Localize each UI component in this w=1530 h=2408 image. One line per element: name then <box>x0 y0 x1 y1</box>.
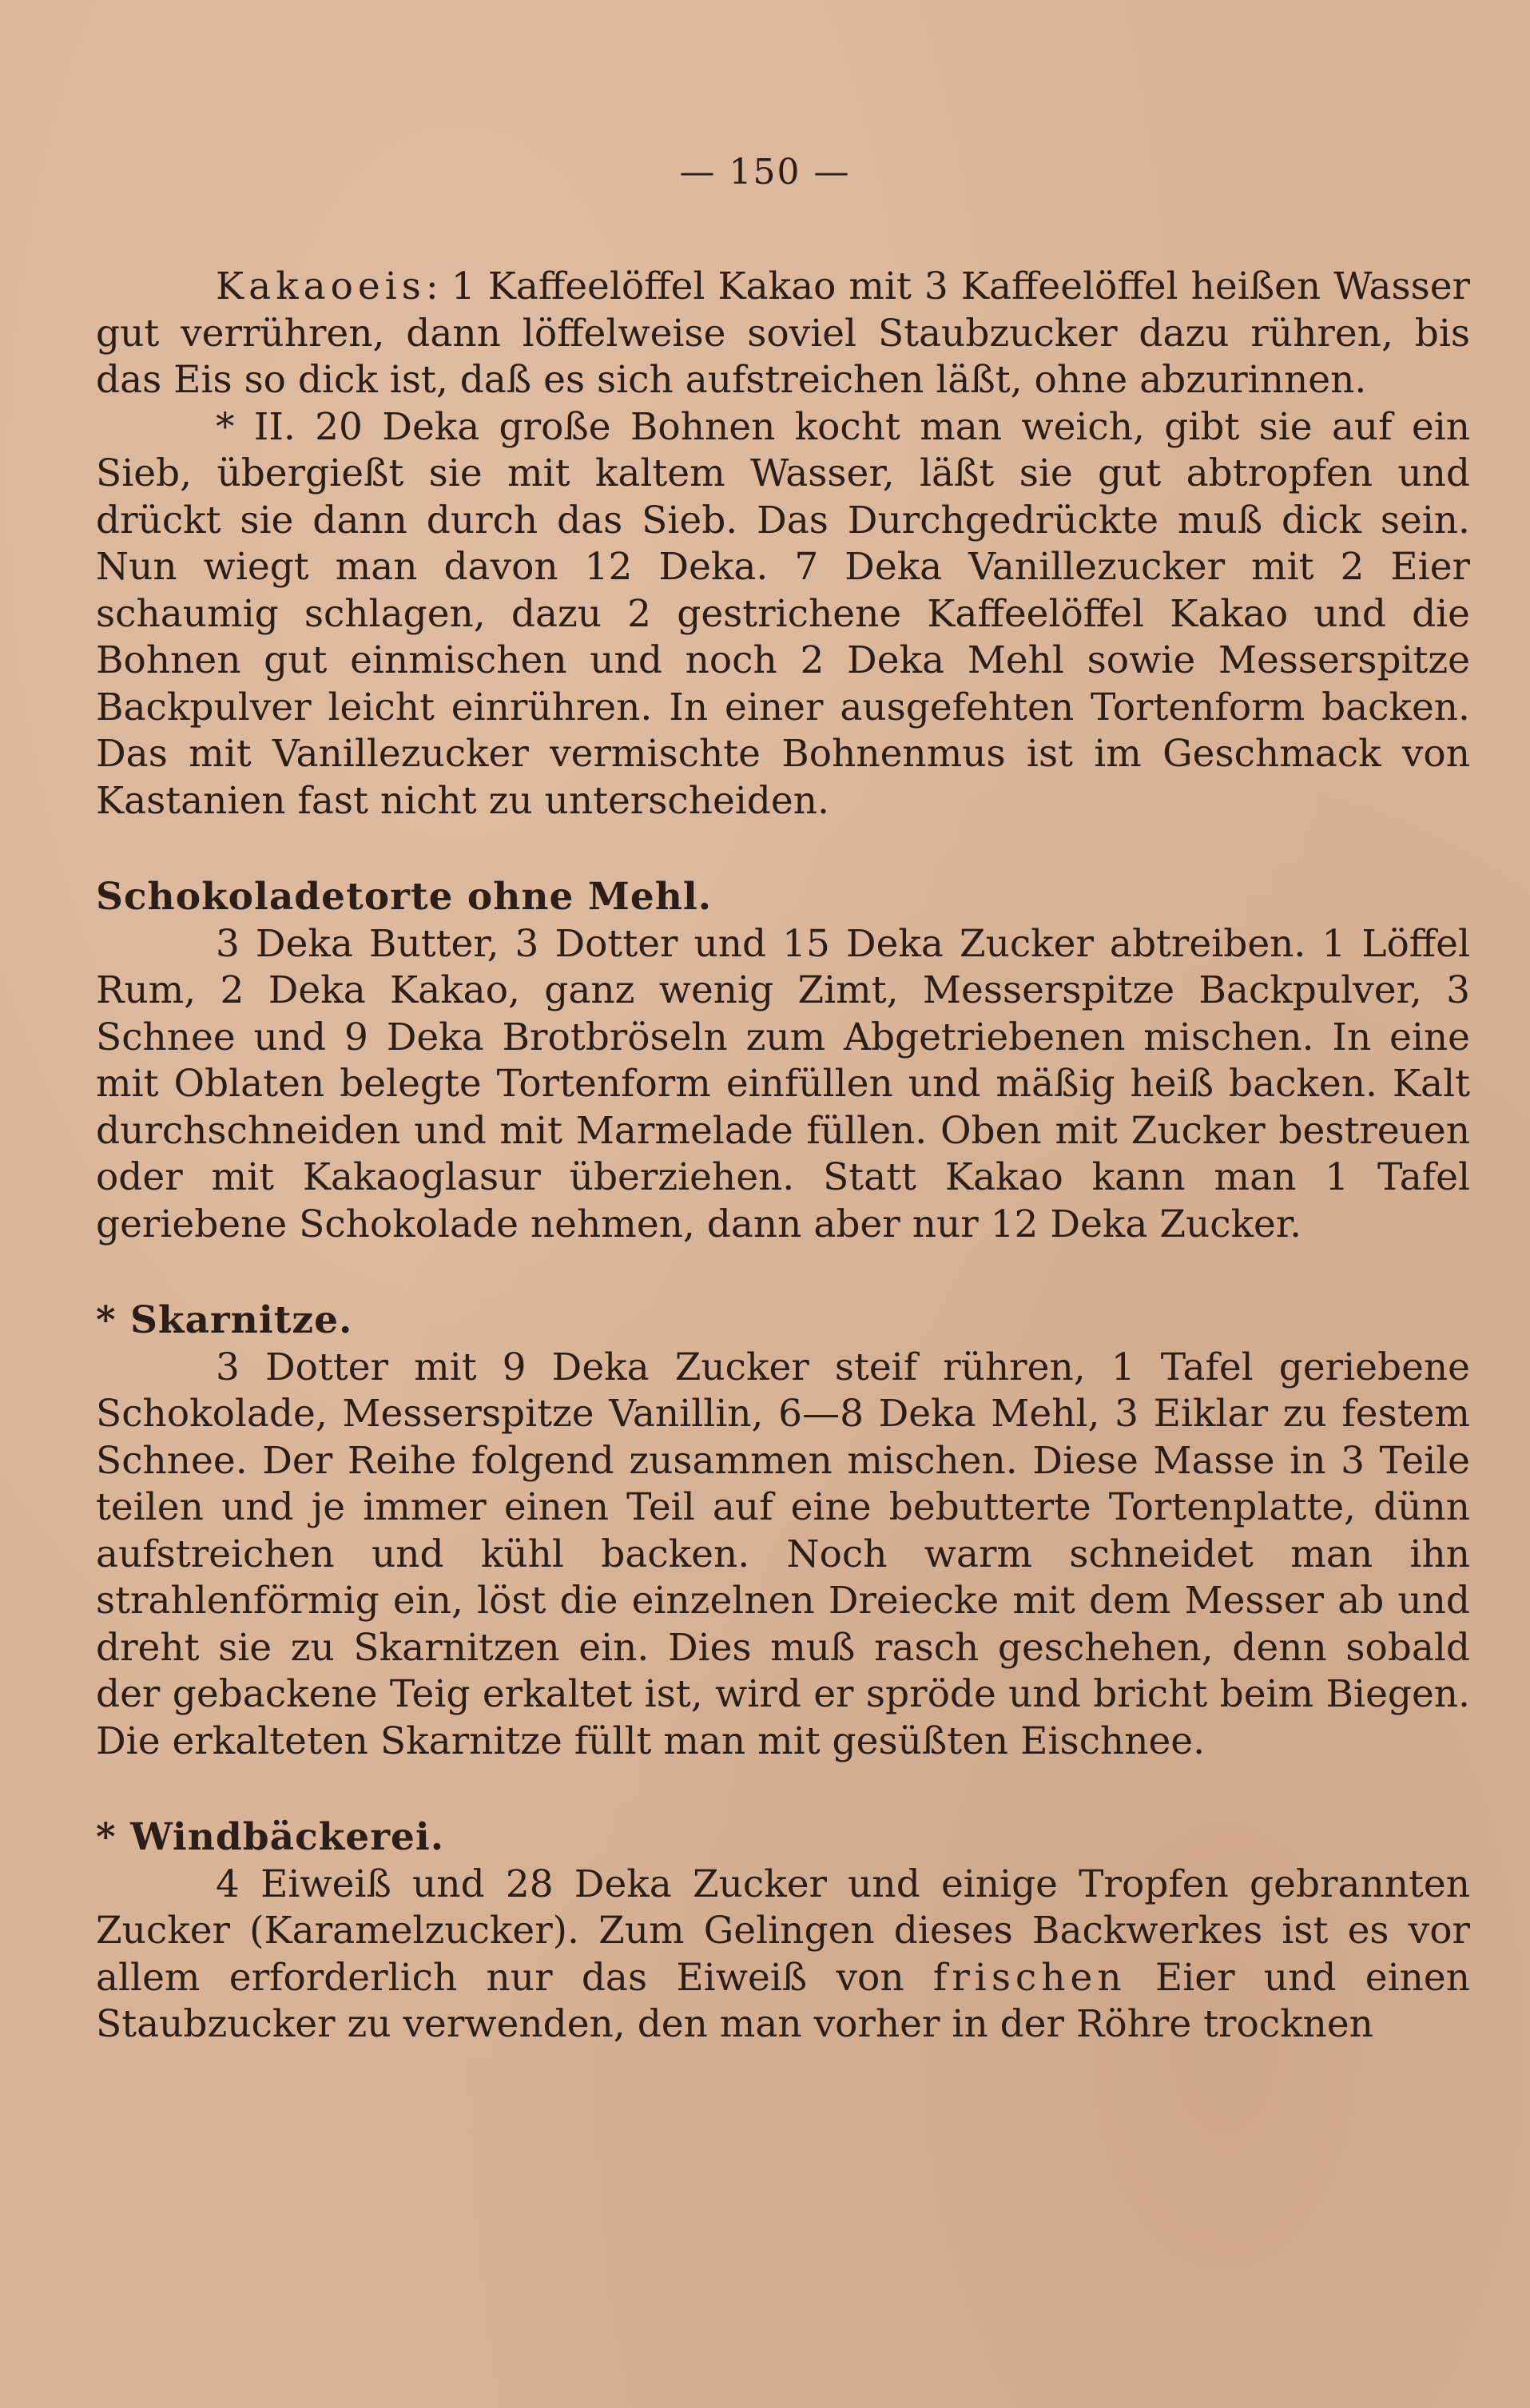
skarnitze-paragraph: 3 Dotter mit 9 Deka Zucker steif rühren, 1 Tafel geriebene Schokolade, Messerspitze Vanillin, 6—8 Deka Mehl, 3 Eiklar zu festem Schnee. Der Reihe folgend zusammen mischen. Diese Masse in 3 Teile teilen und je immer einen Teil auf eine bebutterte Tortenplatte, dünn aufstreichen und kühl backen. Noch warm schneidet man ihn strahlenförmig ein, löst die einzelnen Dreiecke mit dem Messer ab und dreht sie zu Skarnitzen ein. Dies muß rasch geschehen, denn sobald der gebackene Teig erkaltet ist, wird er spröde und bricht beim Biegen. Die erkalteten Skarnitze füllt man mit gesüßten Eischnee. <box>96 1345 1470 1763</box>
skarnitze-heading: * Skarnitze. <box>96 1298 353 1342</box>
kakaoeis-label: Kakaoeis <box>216 264 426 308</box>
kakaoeis-text: : 1 Kaffeelöffel Kakao mit 3 Kaffeelöffel heißen Wasser gut verrühren, dann löffelweise soviel Staubzucker dazu rühren, bis das Eis so dick ist, daß es sich aufstreichen läßt, ohne abzurinnen. <box>96 264 1470 402</box>
windbaeckerei-heading: * Windbäckerei. <box>96 1815 445 1859</box>
windbaeckerei-emphasis: frischen <box>932 1955 1127 2000</box>
variant2-paragraph: * II. 20 Deka große Bohnen kocht man weich, gibt sie auf ein Sieb, übergießt sie mit kaltem Wasser, läßt sie gut abtropfen und drückt sie dann durch das Sieb. Das Durchgedrückte muß dick sein. Nun wiegt man davon 12 Deka. 7 Deka Vanillezucker mit 2 Eier schaumig schlagen, dazu 2 gestrichene Kaffeelöffel Kakao und die Bohnen gut einmischen und noch 2 Deka Mehl sowie Messerspitze Backpulver leicht einrühren. In einer ausgefehten Tortenform backen. Das mit Vanillezucker vermischte Bohnenmus ist im Geschmack von Kastanien fast nicht zu unterscheiden. <box>96 404 1470 823</box>
windbaeckerei-paragraph <box>96 1862 1470 2048</box>
page-text <box>96 264 1470 2048</box>
windbaeckerei-text-1: 4 Eiweiß und 28 Deka Zucker und einige Tropfen gebrannten Zucker (Karamelzucker). Zum Gelingen dieses Backwerkes ist es vor allem erforderlich nur das Eiweiß von <box>96 1862 1470 2000</box>
windbaeckerei-text-2: Eier und einen Staubzucker zu verwenden, den man vorher in der Röhre trocknen <box>96 1955 1470 2046</box>
schokoladetorte-heading: Schokoladetorte ohne Mehl. <box>96 875 713 919</box>
page-number: — 150 — <box>679 152 851 193</box>
schokoladetorte-paragraph: 3 Deka Butter, 3 Dotter und 15 Deka Zucker abtreiben. 1 Löffel Rum, 2 Deka Kakao, ganz wenig Zimt, Messerspitze Backpulver, 3 Schnee und 9 Deka Brotbröseln zum Abgetriebenen mischen. In eine mit Oblaten belegte Tortenform einfüllen und mäßig heiß backen. Kalt durchschneiden und mit Marmelade füllen. Oben mit Zucker bestreuen oder mit Kakaoglasur überziehen. Statt Kakao kann man 1 Tafel geriebene Schokolade nehmen, dann aber nur 12 Deka Zucker. <box>96 921 1470 1246</box>
kakaoeis-paragraph <box>96 264 1470 404</box>
